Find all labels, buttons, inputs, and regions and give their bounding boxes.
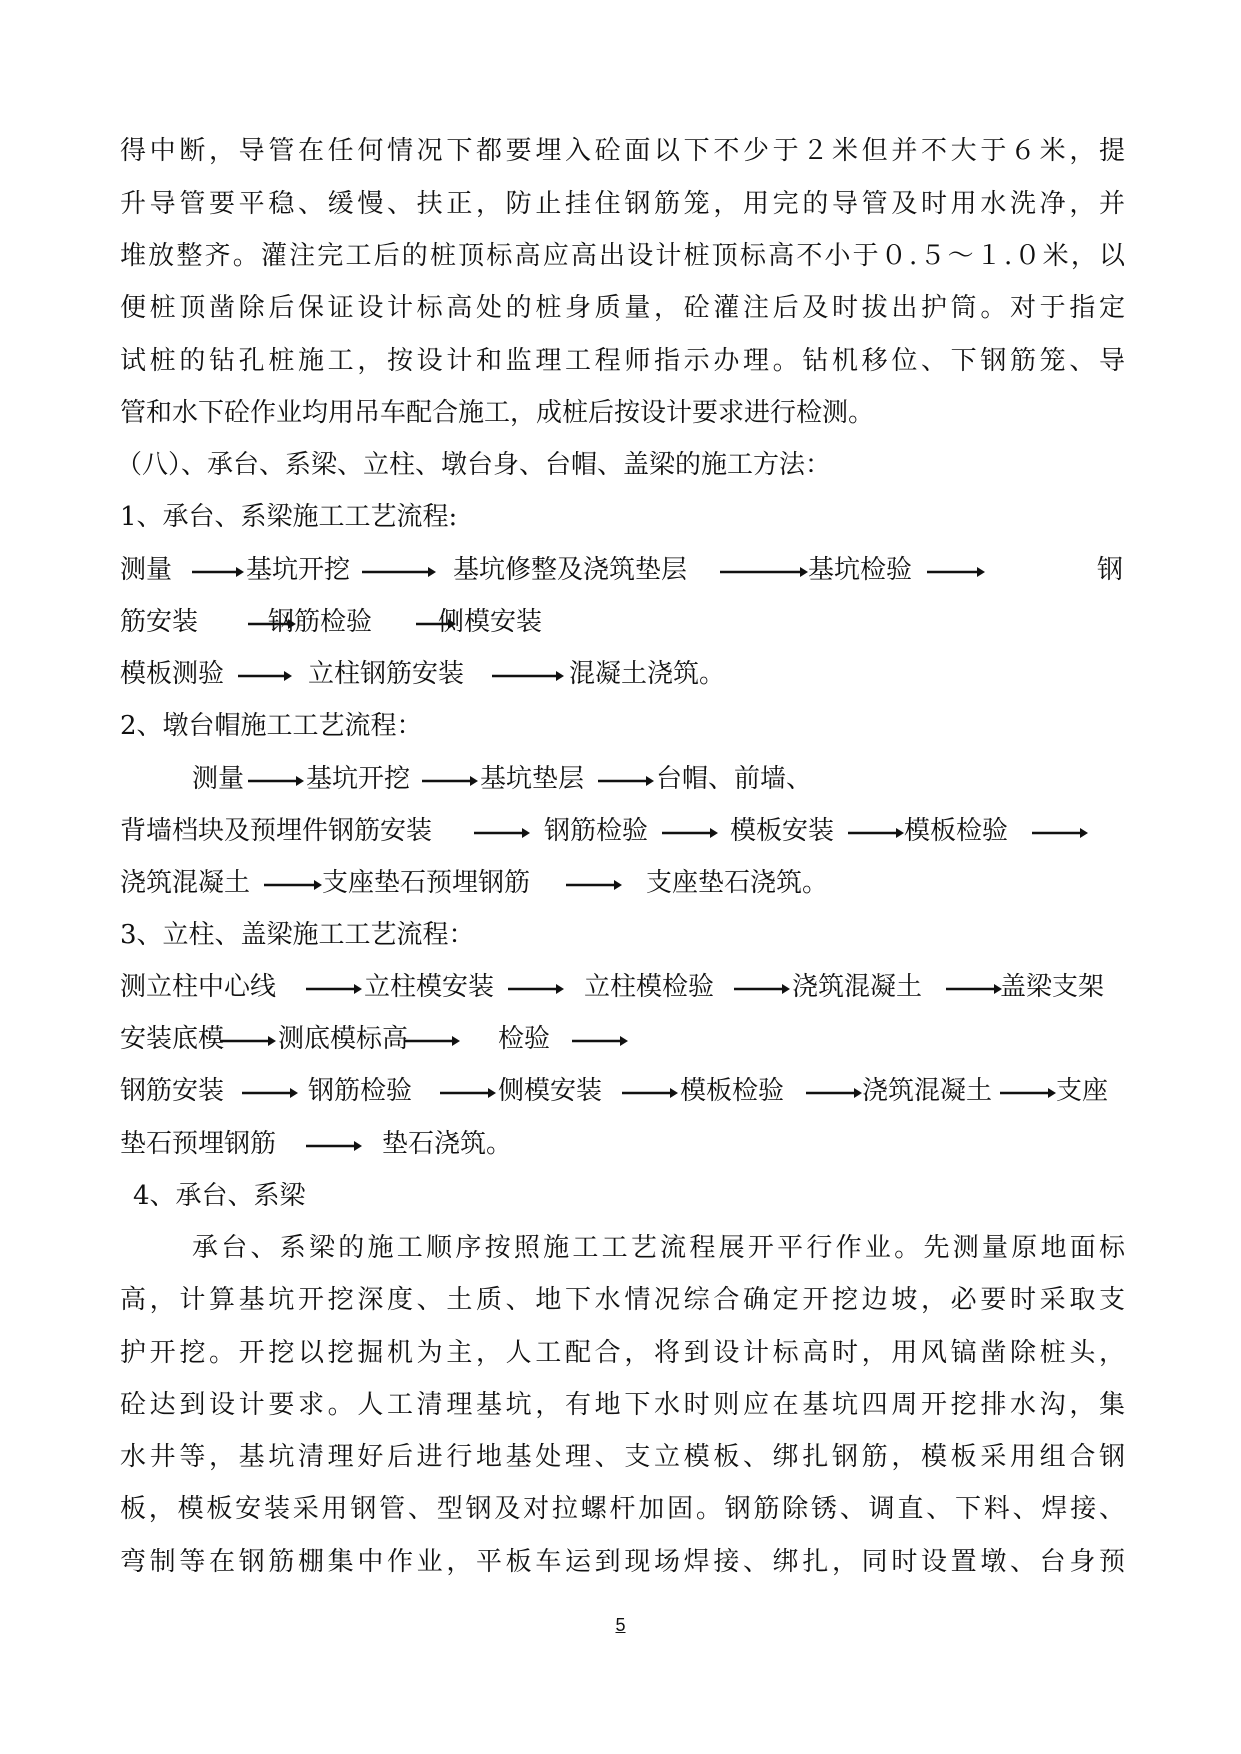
flow-step: 立柱钢筋安装 bbox=[308, 659, 465, 689]
arrow-right-icon bbox=[598, 762, 654, 796]
arrow-right-icon bbox=[566, 866, 622, 900]
paragraph-line: 板，模板安装采用钢管、型钢及对拉螺杆加固。钢筋除锈、调直、下料、焊接、 bbox=[120, 1494, 1125, 1524]
flow-step: 侧模安装 bbox=[438, 607, 543, 637]
flow-row bbox=[120, 605, 1125, 639]
flow-step: 测量 bbox=[120, 555, 173, 585]
flow-row bbox=[120, 553, 1125, 587]
paragraph-line: 得中断，导管在任何情况下都要埋入砼面以下不少于２米但并不大于６米，提 bbox=[120, 136, 1125, 166]
paragraph-line: 承台、系梁的施工顺序按照施工工艺流程展开平行作业。先测量原地面标 bbox=[192, 1233, 1125, 1263]
paragraph-line: 水井等，基坑清理好后进行地基处理、支立模板、绑扎钢筋，模板采用组合钢 bbox=[120, 1442, 1125, 1472]
arrow-right-icon bbox=[242, 1074, 298, 1108]
flow-step: 钢筋检验 bbox=[308, 1076, 413, 1106]
paragraph-line: 高，计算基坑开挖深度、土质、地下水情况综合确定开挖边坡，必要时采取支 bbox=[120, 1285, 1125, 1315]
flow-step: 安装底模 bbox=[120, 1024, 225, 1054]
flow-step: 钢筋安装 bbox=[120, 1076, 225, 1106]
flow-step: 浇筑混凝土 bbox=[862, 1076, 993, 1106]
arrow-right-icon bbox=[220, 1022, 276, 1056]
paragraph-line: 管和水下砼作业均用吊车配合施工，成桩后按设计要求进行检测。 bbox=[120, 398, 875, 428]
flow-row bbox=[120, 1074, 1125, 1108]
paragraph-line: 升导管要平稳、缓慢、扶正，防止挂住钢筋笼，用完的导管及时用水洗净，并 bbox=[120, 189, 1125, 219]
paragraph-line: 砼达到设计要求。人工清理基坑，有地下水时则应在基坑四周开挖排水沟，集 bbox=[120, 1390, 1125, 1420]
arrow-right-icon bbox=[264, 866, 322, 900]
paragraph-line: 便桩顶凿除后保证设计标高处的桩身质量，砼灌注后及时拔出护筒。对于指定 bbox=[120, 293, 1125, 323]
arrow-right-icon bbox=[622, 1074, 678, 1108]
arrow-right-icon bbox=[572, 1022, 628, 1056]
paragraph-line: 堆放整齐。灌注完工后的桩顶标高应高出设计桩顶标高不小于０.５～１.０米，以 bbox=[120, 241, 1125, 271]
arrow-right-icon bbox=[734, 970, 790, 1004]
flow-step: 立柱模安装 bbox=[364, 972, 495, 1002]
flow-step: 测底模标高 bbox=[278, 1024, 409, 1054]
arrow-right-icon bbox=[306, 1127, 362, 1161]
flow-heading: 3、立柱、盖梁施工工艺流程： bbox=[120, 920, 475, 950]
arrow-right-icon bbox=[362, 553, 436, 587]
flow-step: 钢 bbox=[1097, 555, 1124, 585]
arrow-right-icon bbox=[440, 1074, 496, 1108]
flow-step: 测量 bbox=[192, 764, 245, 794]
flow-step: 台帽、前墙、 bbox=[656, 764, 813, 794]
flow-step: 钢筋检验 bbox=[544, 816, 649, 846]
flow-step: 背墙档块及预埋件钢筋安装 bbox=[120, 816, 433, 846]
arrow-right-icon bbox=[720, 553, 808, 587]
arrow-right-icon bbox=[662, 814, 718, 848]
flow-row bbox=[120, 762, 1125, 796]
flow-row bbox=[120, 866, 1125, 900]
arrow-right-icon bbox=[192, 553, 244, 587]
flow-row bbox=[120, 1127, 1125, 1161]
flow-step: 测立柱中心线 bbox=[120, 972, 277, 1002]
flow-step: 立柱模检验 bbox=[584, 972, 715, 1002]
flow-step: 支座垫石浇筑。 bbox=[646, 868, 829, 898]
flow-step: 浇筑混凝土 bbox=[120, 868, 251, 898]
flow-step: 浇筑混凝土 bbox=[792, 972, 923, 1002]
flow-step: 模板检验 bbox=[904, 816, 1009, 846]
flow-step: 基坑修整及浇筑垫层 bbox=[453, 555, 688, 585]
flow-step: 支座 bbox=[1056, 1076, 1109, 1106]
flow-row bbox=[120, 1022, 1125, 1056]
flow-step: 垫石浇筑。 bbox=[382, 1129, 513, 1159]
arrow-right-icon bbox=[927, 553, 985, 587]
arrow-right-icon bbox=[848, 814, 904, 848]
flow-step: 模板测验 bbox=[120, 659, 225, 689]
section-heading: 4、承台、系梁 bbox=[133, 1181, 306, 1211]
flow-step: 基坑垫层 bbox=[480, 764, 585, 794]
flow-step: 基坑开挖 bbox=[246, 555, 351, 585]
section-heading: （八）、承台、系梁、立柱、墩台身、台帽、盖梁的施工方法： bbox=[116, 450, 832, 480]
arrow-right-icon bbox=[248, 762, 304, 796]
flow-row bbox=[120, 657, 1125, 691]
page-number: 5 bbox=[615, 1615, 626, 1635]
paragraph-line: 试桩的钻孔桩施工，按设计和监理工程师指示办理。钻机移位、下钢筋笼、导 bbox=[120, 346, 1125, 376]
flow-row bbox=[120, 814, 1125, 848]
arrow-right-icon bbox=[474, 814, 530, 848]
arrow-right-icon bbox=[1000, 1074, 1056, 1108]
flow-step: 模板检验 bbox=[680, 1076, 785, 1106]
arrow-right-icon bbox=[806, 1074, 862, 1108]
flow-row bbox=[120, 970, 1125, 1004]
arrow-right-icon bbox=[422, 762, 478, 796]
flow-heading: 2、墩台帽施工工艺流程： bbox=[120, 711, 423, 741]
flow-step: 支座垫石预埋钢筋 bbox=[322, 868, 531, 898]
flow-step: 垫石预埋钢筋 bbox=[120, 1129, 277, 1159]
paragraph-line: 护开挖。开挖以挖掘机为主，人工配合，将到设计标高时，用风镐凿除桩头， bbox=[120, 1338, 1125, 1368]
flow-step: 检验 bbox=[498, 1024, 551, 1054]
arrow-right-icon bbox=[492, 657, 564, 691]
paragraph-line: 弯制等在钢筋棚集中作业，平板车运到现场焊接、绑扎，同时设置墩、台身预 bbox=[120, 1547, 1125, 1577]
flow-step: 筋安装 bbox=[120, 607, 199, 637]
arrow-right-icon bbox=[404, 1022, 460, 1056]
flow-step: 混凝土浇筑。 bbox=[569, 659, 726, 689]
flow-step: 侧模安装 bbox=[498, 1076, 603, 1106]
flow-step: 模板安装 bbox=[730, 816, 835, 846]
flow-step: 基坑开挖 bbox=[306, 764, 411, 794]
arrow-right-icon bbox=[946, 970, 1002, 1004]
flow-step: 基坑检验 bbox=[808, 555, 913, 585]
flow-heading: 1、承台、系梁施工工艺流程: bbox=[120, 502, 458, 532]
flow-step: 钢筋检验 bbox=[268, 607, 373, 637]
arrow-right-icon bbox=[1032, 814, 1088, 848]
arrow-right-icon bbox=[508, 970, 564, 1004]
arrow-right-icon bbox=[306, 970, 362, 1004]
arrow-right-icon bbox=[238, 657, 292, 691]
flow-step: 盖梁支架 bbox=[1000, 972, 1105, 1002]
